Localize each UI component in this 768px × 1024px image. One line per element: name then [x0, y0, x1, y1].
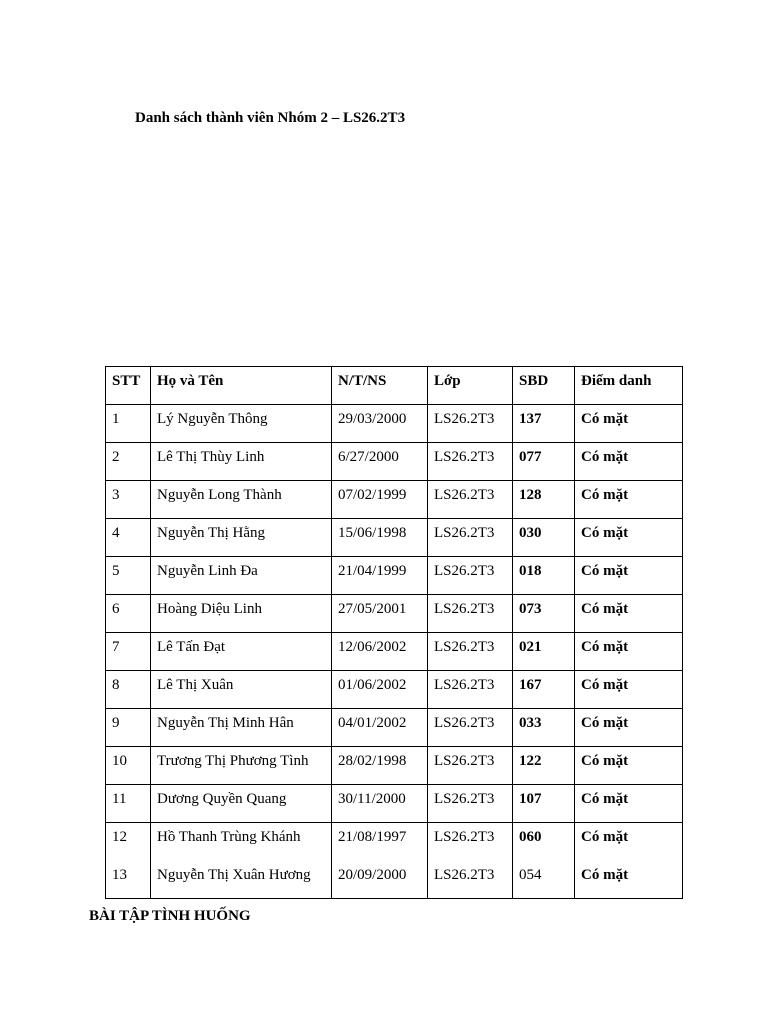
cell-attendance: Có mặt: [575, 709, 683, 747]
header-class: Lớp: [428, 367, 513, 405]
cell-stt: 5: [106, 557, 151, 595]
cell-stt: 3: [106, 481, 151, 519]
table-row: [106, 823, 683, 861]
cell-name: Nguyễn Thị Hằng: [151, 519, 332, 557]
table-row: [106, 861, 683, 899]
cell-dob: 30/11/2000: [332, 785, 428, 823]
table-row: [106, 519, 683, 557]
table-row: [106, 785, 683, 823]
cell-attendance: Có mặt: [575, 633, 683, 671]
table-row: [106, 443, 683, 481]
cell-class: LS26.2T3: [428, 747, 513, 785]
cell-dob: 20/09/2000: [332, 861, 428, 899]
cell-name: Nguyễn Linh Đa: [151, 557, 332, 595]
cell-class: LS26.2T3: [428, 519, 513, 557]
cell-stt: 7: [106, 633, 151, 671]
cell-name: Dương Quyền Quang: [151, 785, 332, 823]
cell-stt: 10: [106, 747, 151, 785]
cell-name: Nguyễn Long Thành: [151, 481, 332, 519]
cell-attendance: Có mặt: [575, 861, 683, 899]
cell-class: LS26.2T3: [428, 671, 513, 709]
cell-name: Lý Nguyễn Thông: [151, 405, 332, 443]
cell-dob: 28/02/1998: [332, 747, 428, 785]
cell-class: LS26.2T3: [428, 785, 513, 823]
cell-attendance: Có mặt: [575, 747, 683, 785]
cell-class: LS26.2T3: [428, 405, 513, 443]
cell-name: Nguyễn Thị Minh Hân: [151, 709, 332, 747]
cell-attendance: Có mặt: [575, 443, 683, 481]
cell-attendance: Có mặt: [575, 671, 683, 709]
cell-dob: 29/03/2000: [332, 405, 428, 443]
section-heading: BÀI TẬP TÌNH HUỐNG: [89, 908, 251, 924]
cell-stt: 12: [106, 823, 151, 861]
cell-sbd: 033: [513, 709, 575, 747]
cell-class: LS26.2T3: [428, 557, 513, 595]
cell-stt: 4: [106, 519, 151, 557]
cell-sbd: 054: [513, 861, 575, 899]
cell-attendance: Có mặt: [575, 519, 683, 557]
cell-class: LS26.2T3: [428, 861, 513, 899]
cell-dob: 21/08/1997: [332, 823, 428, 861]
cell-stt: 2: [106, 443, 151, 481]
cell-sbd: 122: [513, 747, 575, 785]
cell-dob: 15/06/1998: [332, 519, 428, 557]
cell-dob: 01/06/2002: [332, 671, 428, 709]
cell-dob: 21/04/1999: [332, 557, 428, 595]
table-row: [106, 557, 683, 595]
cell-dob: 04/01/2002: [332, 709, 428, 747]
cell-sbd: 060: [513, 823, 575, 861]
cell-sbd: 137: [513, 405, 575, 443]
cell-class: LS26.2T3: [428, 595, 513, 633]
cell-sbd: 107: [513, 785, 575, 823]
table-header-row: [106, 367, 683, 405]
cell-attendance: Có mặt: [575, 481, 683, 519]
cell-sbd: 018: [513, 557, 575, 595]
cell-class: LS26.2T3: [428, 823, 513, 861]
cell-stt: 13: [106, 861, 151, 899]
cell-name: Hồ Thanh Trùng Khánh: [151, 823, 332, 861]
cell-class: LS26.2T3: [428, 709, 513, 747]
cell-class: LS26.2T3: [428, 481, 513, 519]
cell-stt: 9: [106, 709, 151, 747]
cell-dob: 07/02/1999: [332, 481, 428, 519]
cell-sbd: 128: [513, 481, 575, 519]
cell-dob: 12/06/2002: [332, 633, 428, 671]
cell-name: Trương Thị Phương Tình: [151, 747, 332, 785]
cell-name: Lê Thị Xuân: [151, 671, 332, 709]
cell-name: Lê Tấn Đạt: [151, 633, 332, 671]
member-table: [105, 366, 683, 899]
cell-dob: 27/05/2001: [332, 595, 428, 633]
table-row: [106, 747, 683, 785]
document-title: Danh sách thành viên Nhóm 2 – LS26.2T3: [135, 110, 406, 126]
table-row: [106, 671, 683, 709]
cell-sbd: 030: [513, 519, 575, 557]
cell-stt: 1: [106, 405, 151, 443]
cell-attendance: Có mặt: [575, 595, 683, 633]
table-row: [106, 405, 683, 443]
table-row: [106, 595, 683, 633]
header-sbd: SBD: [513, 367, 575, 405]
cell-name: Hoàng Diệu Linh: [151, 595, 332, 633]
cell-name: Nguyễn Thị Xuân Hương: [151, 861, 332, 899]
cell-class: LS26.2T3: [428, 633, 513, 671]
cell-attendance: Có mặt: [575, 405, 683, 443]
table-row: [106, 633, 683, 671]
cell-stt: 6: [106, 595, 151, 633]
header-attendance: Điểm danh: [575, 367, 683, 405]
header-stt: STT: [106, 367, 151, 405]
cell-attendance: Có mặt: [575, 785, 683, 823]
cell-stt: 11: [106, 785, 151, 823]
table-row: [106, 709, 683, 747]
cell-sbd: 021: [513, 633, 575, 671]
cell-attendance: Có mặt: [575, 557, 683, 595]
cell-name: Lê Thị Thùy Linh: [151, 443, 332, 481]
cell-attendance: Có mặt: [575, 823, 683, 861]
cell-sbd: 167: [513, 671, 575, 709]
header-name: Họ và Tên: [151, 367, 332, 405]
header-dob: N/T/NS: [332, 367, 428, 405]
cell-sbd: 077: [513, 443, 575, 481]
cell-dob: 6/27/2000: [332, 443, 428, 481]
cell-class: LS26.2T3: [428, 443, 513, 481]
cell-stt: 8: [106, 671, 151, 709]
cell-sbd: 073: [513, 595, 575, 633]
table-row: [106, 481, 683, 519]
